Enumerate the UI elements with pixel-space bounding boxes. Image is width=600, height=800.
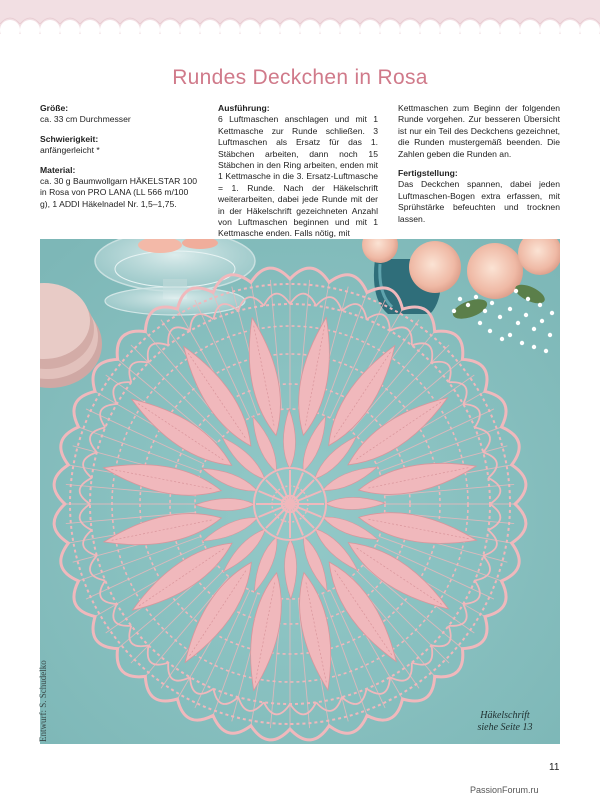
page-number: 11 [549,762,560,773]
execution-text: 6 Luftmaschen anschlagen und mit 1 Kettmasche zur Runde schließen. 3 Luftmaschen als Ersatz für das 1. Stäbchen arbeiten, dann noch 15 Stäbchen in den Ring arbeiten, enden mit 1 Kettmasche in die 3. Ersatz-Luftmasche = 1. Runde. Nach der Häkelschrift weiterarbeiten, dabei jede Runde mit der in der Häkelschrift gezeichneten Anzahl von Luftmaschen beginnen und mit 1 Kettmasche enden. Falls nötig, mit [218,114,378,239]
size-heading: Größe: [40,103,69,113]
doily-photo [40,239,560,744]
watermark: PassionForum.ru [470,785,539,795]
execution-continued-text: Kettmaschen zum Beginn der folgenden Runde vorgehen. Zur besseren Übersicht ist nur ein Teil des Deckchens gezeichnet, die Runden mustergemäß beenden. Die Zahlen geben die Runden an. [398,103,560,159]
execution-heading: Ausführung: [218,103,270,113]
glass-cake-stand [95,239,255,315]
material-heading: Material: [40,164,76,175]
photo-credit: Entwurf: S. Schudelko [38,660,48,742]
difficulty-heading: Schwierigkeit: [40,133,99,144]
chart-reference-note [460,710,550,734]
column-middle [218,103,378,248]
chart-reference-line2: siehe Seite 13 [477,722,533,733]
material-text: ca. 30 g Baumwollgarn HÄKELSTAR 100 in Rosa von PRO LANA (LL 566 m/100 g), 1 ADDI Häkelnadel Nr. 1,5–1,75. [40,176,197,209]
header-scallop-band [0,0,600,34]
finishing-text: Das Deckchen spannen, dabei jeden Luftmaschen-Bogen extra erfassen, mit Sprühstärke befeuchten und trocknen lassen. [398,179,560,224]
finishing-heading: Fertigstellung: [398,168,458,179]
instructions-text [40,103,560,239]
difficulty-text: anfängerleicht * [40,145,100,156]
column-left [40,103,198,218]
page-title: Rundes Deckchen in Rosa [172,66,428,89]
size-text: ca. 33 cm Durchmesser [40,114,131,125]
chart-reference-line1: Häkelschrift [480,710,530,721]
column-right [398,103,560,233]
